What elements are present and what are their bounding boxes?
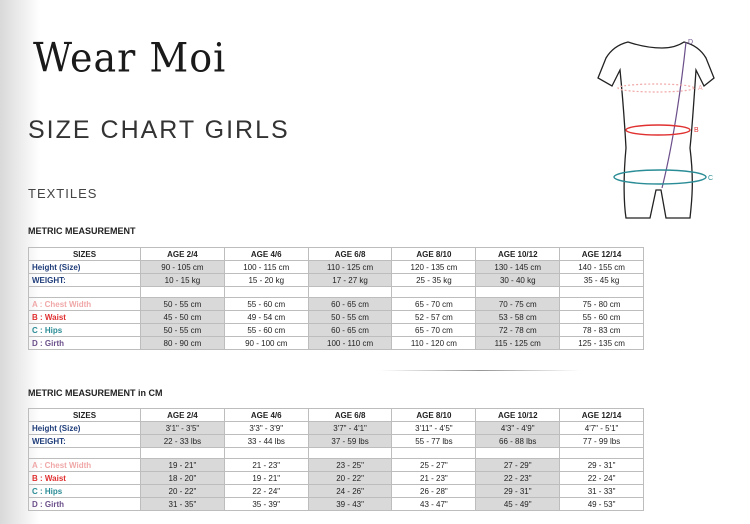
table-cell: 72 - 78 cm <box>476 324 560 337</box>
row-label: C : Hips <box>29 324 141 337</box>
table-cell: 50 - 55 cm <box>141 298 225 311</box>
table-cell: 39 - 43" <box>308 498 392 511</box>
table-row <box>29 459 644 472</box>
table-cell <box>476 287 560 298</box>
table-row <box>29 298 644 311</box>
row-label: D : Girth <box>29 498 141 511</box>
table-cell <box>392 287 476 298</box>
table-cell: 33 - 44 lbs <box>224 435 308 448</box>
metric-section-heading: METRIC MEASUREMENT <box>28 226 136 236</box>
table-cell: 19 - 21" <box>141 459 225 472</box>
table-cell: 18 - 20" <box>141 472 225 485</box>
table-row <box>29 261 644 274</box>
row-label: D : Girth <box>29 337 141 350</box>
table-cell: 10 - 15 kg <box>141 274 225 287</box>
header-age-5: AGE 10/12 <box>476 409 560 422</box>
table-cell: 49 - 53" <box>560 498 644 511</box>
table-row <box>29 472 644 485</box>
table-cell: 31 - 35" <box>141 498 225 511</box>
table-cell: 30 - 40 kg <box>476 274 560 287</box>
header-age-4: AGE 8/10 <box>392 409 476 422</box>
table-cell: 90 - 105 cm <box>141 261 225 274</box>
table-cell <box>560 287 644 298</box>
table-row <box>29 435 644 448</box>
row-label: WEIGHT: <box>29 435 141 448</box>
table-cell: 45 - 49" <box>476 498 560 511</box>
row-label <box>29 287 141 298</box>
body-measurement-figure <box>590 30 720 225</box>
brand-logo: Wear Moi <box>33 34 227 82</box>
row-label: A : Chest Width <box>29 459 141 472</box>
table-row <box>29 311 644 324</box>
table-cell: 110 - 125 cm <box>308 261 392 274</box>
table-cell <box>141 287 225 298</box>
table-cell: 50 - 55 cm <box>308 311 392 324</box>
row-label: C : Hips <box>29 485 141 498</box>
header-sizes: SIZES <box>29 248 141 261</box>
table-cell <box>560 448 644 459</box>
header-age-2: AGE 4/6 <box>224 409 308 422</box>
table-cell: 55 - 60 cm <box>224 298 308 311</box>
table-row <box>29 287 644 298</box>
table-cell: 19 - 21" <box>224 472 308 485</box>
table-cell: 50 - 55 cm <box>141 324 225 337</box>
waist-line <box>626 125 690 135</box>
header-age-1: AGE 2/4 <box>141 409 225 422</box>
header-age-3: AGE 6/8 <box>308 248 392 261</box>
table-cell: 130 - 145 cm <box>476 261 560 274</box>
table-cell: 80 - 90 cm <box>141 337 225 350</box>
table-cell: 22 - 24" <box>560 472 644 485</box>
table-row <box>29 337 644 350</box>
row-label <box>29 448 141 459</box>
table-cell: 21 - 23" <box>224 459 308 472</box>
table-cell: 110 - 120 cm <box>392 337 476 350</box>
table-cell: 55 - 60 cm <box>224 324 308 337</box>
table-cell: 22 - 24" <box>224 485 308 498</box>
table-cell: 53 - 58 cm <box>476 311 560 324</box>
table-cell: 17 - 27 kg <box>308 274 392 287</box>
table-cell: 60 - 65 cm <box>308 324 392 337</box>
table-cell: 20 - 22" <box>141 485 225 498</box>
table-cell: 100 - 110 cm <box>308 337 392 350</box>
table-cell: 35 - 45 kg <box>560 274 644 287</box>
header-sizes: SIZES <box>29 409 141 422</box>
imperial-section-heading: METRIC MEASUREMENT in CM <box>28 388 163 398</box>
table-cell: 77 - 99 lbs <box>560 435 644 448</box>
table-cell: 4'3" - 4'9" <box>476 422 560 435</box>
table-cell <box>224 287 308 298</box>
metric-size-table <box>28 247 644 350</box>
table-cell: 35 - 39" <box>224 498 308 511</box>
table-cell: 52 - 57 cm <box>392 311 476 324</box>
table-cell: 100 - 115 cm <box>224 261 308 274</box>
table-cell <box>141 448 225 459</box>
table-cell <box>308 448 392 459</box>
table-cell: 27 - 29" <box>476 459 560 472</box>
table-cell: 65 - 70 cm <box>392 298 476 311</box>
figure-label-b: B <box>694 127 699 134</box>
table-cell: 115 - 125 cm <box>476 337 560 350</box>
table-header-row <box>29 409 644 422</box>
table-cell: 66 - 88 lbs <box>476 435 560 448</box>
table-cell: 70 - 75 cm <box>476 298 560 311</box>
row-label: Height (Size) <box>29 422 141 435</box>
table-cell: 3'3" - 3'9" <box>224 422 308 435</box>
table-cell: 25 - 27" <box>392 459 476 472</box>
header-age-5: AGE 10/12 <box>476 248 560 261</box>
figure-label-d: D <box>688 39 694 46</box>
table-cell: 15 - 20 kg <box>224 274 308 287</box>
row-label: B : Waist <box>29 472 141 485</box>
table-cell <box>392 448 476 459</box>
table-cell: 20 - 22" <box>308 472 392 485</box>
table-row <box>29 448 644 459</box>
imperial-size-table <box>28 408 644 511</box>
section-divider <box>380 370 580 371</box>
table-cell: 55 - 60 cm <box>560 311 644 324</box>
table-cell: 140 - 155 cm <box>560 261 644 274</box>
page-title: SIZE CHART GIRLS <box>28 116 290 144</box>
table-row <box>29 485 644 498</box>
table-cell: 3'1" - 3'5" <box>141 422 225 435</box>
girth-line <box>662 42 686 188</box>
table-cell: 60 - 65 cm <box>308 298 392 311</box>
table-cell: 23 - 25" <box>308 459 392 472</box>
header-age-4: AGE 8/10 <box>392 248 476 261</box>
table-cell: 3'7" - 4'1" <box>308 422 392 435</box>
table-cell: 78 - 83 cm <box>560 324 644 337</box>
table-cell: 29 - 31" <box>560 459 644 472</box>
table-cell: 22 - 33 lbs <box>141 435 225 448</box>
row-label: A : Chest Width <box>29 298 141 311</box>
table-cell <box>476 448 560 459</box>
row-label: B : Waist <box>29 311 141 324</box>
table-cell: 43 - 47" <box>392 498 476 511</box>
chest-line <box>618 84 694 92</box>
table-cell: 22 - 23" <box>476 472 560 485</box>
table-cell: 65 - 70 cm <box>392 324 476 337</box>
table-cell: 90 - 100 cm <box>224 337 308 350</box>
figure-label-a: A <box>698 85 703 92</box>
table-header-row <box>29 248 644 261</box>
table-cell: 31 - 33" <box>560 485 644 498</box>
table-cell: 25 - 35 kg <box>392 274 476 287</box>
page-subtitle: TEXTILES <box>28 186 98 201</box>
table-cell: 21 - 23" <box>392 472 476 485</box>
table-cell: 55 - 77 lbs <box>392 435 476 448</box>
table-cell: 24 - 26" <box>308 485 392 498</box>
table-cell: 4'7" - 5'1" <box>560 422 644 435</box>
table-cell <box>308 287 392 298</box>
row-label: WEIGHT: <box>29 274 141 287</box>
header-age-3: AGE 6/8 <box>308 409 392 422</box>
table-row <box>29 274 644 287</box>
table-cell: 125 - 135 cm <box>560 337 644 350</box>
table-row <box>29 498 644 511</box>
header-age-1: AGE 2/4 <box>141 248 225 261</box>
table-cell <box>224 448 308 459</box>
table-cell: 49 - 54 cm <box>224 311 308 324</box>
header-age-2: AGE 4/6 <box>224 248 308 261</box>
header-age-6: AGE 12/14 <box>560 248 644 261</box>
table-cell: 29 - 31" <box>476 485 560 498</box>
table-cell: 120 - 135 cm <box>392 261 476 274</box>
table-row <box>29 422 644 435</box>
table-row <box>29 324 644 337</box>
table-cell: 26 - 28" <box>392 485 476 498</box>
table-cell: 37 - 59 lbs <box>308 435 392 448</box>
row-label: Height (Size) <box>29 261 141 274</box>
table-cell: 75 - 80 cm <box>560 298 644 311</box>
table-cell: 3'11" - 4'5" <box>392 422 476 435</box>
header-age-6: AGE 12/14 <box>560 409 644 422</box>
table-cell: 45 - 50 cm <box>141 311 225 324</box>
figure-label-c: C <box>708 175 714 182</box>
